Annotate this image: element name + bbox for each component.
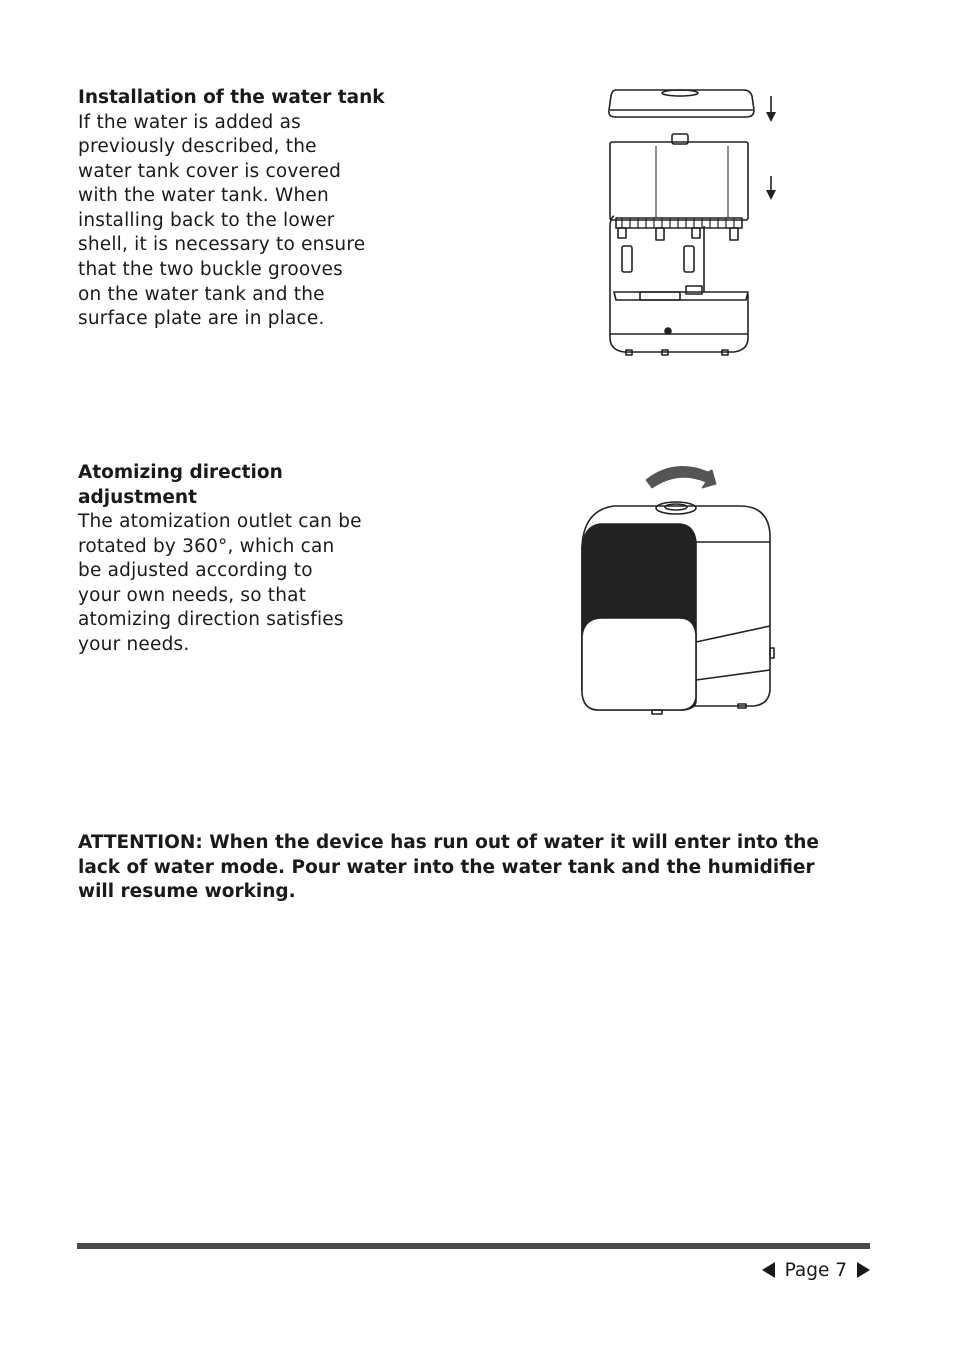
- triangle-right-icon[interactable]: [857, 1262, 870, 1278]
- heading-line: Atomizing direction: [78, 462, 283, 483]
- page-number: Page 7: [784, 1259, 847, 1281]
- water-tank-exploded-illustration: [600, 86, 790, 361]
- attention-line: lack of water mode. Pour water into the water tank and the humidifier: [78, 856, 815, 878]
- front-panel: [582, 618, 696, 710]
- body-line: with the water tank. When: [78, 185, 329, 207]
- body-line: shell, it is necessary to ensure: [78, 234, 366, 256]
- body-line: atomizing direction satisfies: [78, 609, 344, 631]
- section-body: [78, 510, 398, 658]
- down-arrow-icon: [766, 176, 776, 200]
- heading-line: adjustment: [78, 486, 197, 508]
- body-line: installing back to the lower: [78, 209, 335, 231]
- body-line: your own needs, so that: [78, 584, 307, 606]
- body-line: The atomization outlet can be: [78, 511, 362, 532]
- section-heading: [78, 461, 398, 510]
- body-line: that the two buckle grooves: [78, 259, 343, 281]
- body-line: water tank cover is covered: [78, 160, 342, 182]
- body-line: previously described, the: [78, 136, 317, 158]
- section-atomizing-direction: [78, 461, 398, 658]
- body-line: on the water tank and the: [78, 283, 325, 305]
- body-line: If the water is added as: [78, 111, 301, 133]
- humidifier-rotation-illustration: [570, 458, 785, 718]
- page-navigation: [762, 1257, 870, 1283]
- section-heading: Installation of the water tank: [78, 87, 385, 108]
- body-line: surface plate are in place.: [78, 308, 325, 330]
- tank-lid: [609, 90, 754, 117]
- body-line: your needs.: [78, 633, 190, 655]
- rotation-arrow-icon: [646, 467, 716, 488]
- attention-line: will resume working.: [78, 881, 296, 903]
- lower-shell: [610, 216, 748, 352]
- down-arrow-icon: [766, 96, 776, 122]
- body-line: be adjusted according to: [78, 560, 313, 582]
- footer-divider: [77, 1243, 870, 1249]
- water-tank: [610, 142, 748, 220]
- body-line: rotated by 360°, which can: [78, 535, 335, 557]
- attention-line: ATTENTION: When the device has run out of water it will enter into the: [78, 832, 819, 853]
- section-body: [78, 111, 408, 332]
- attention-notice: [78, 831, 868, 905]
- section-water-tank-installation: [78, 86, 408, 332]
- triangle-left-icon[interactable]: [762, 1262, 775, 1278]
- buckle-groove: [684, 246, 694, 272]
- buckle-groove: [622, 246, 632, 272]
